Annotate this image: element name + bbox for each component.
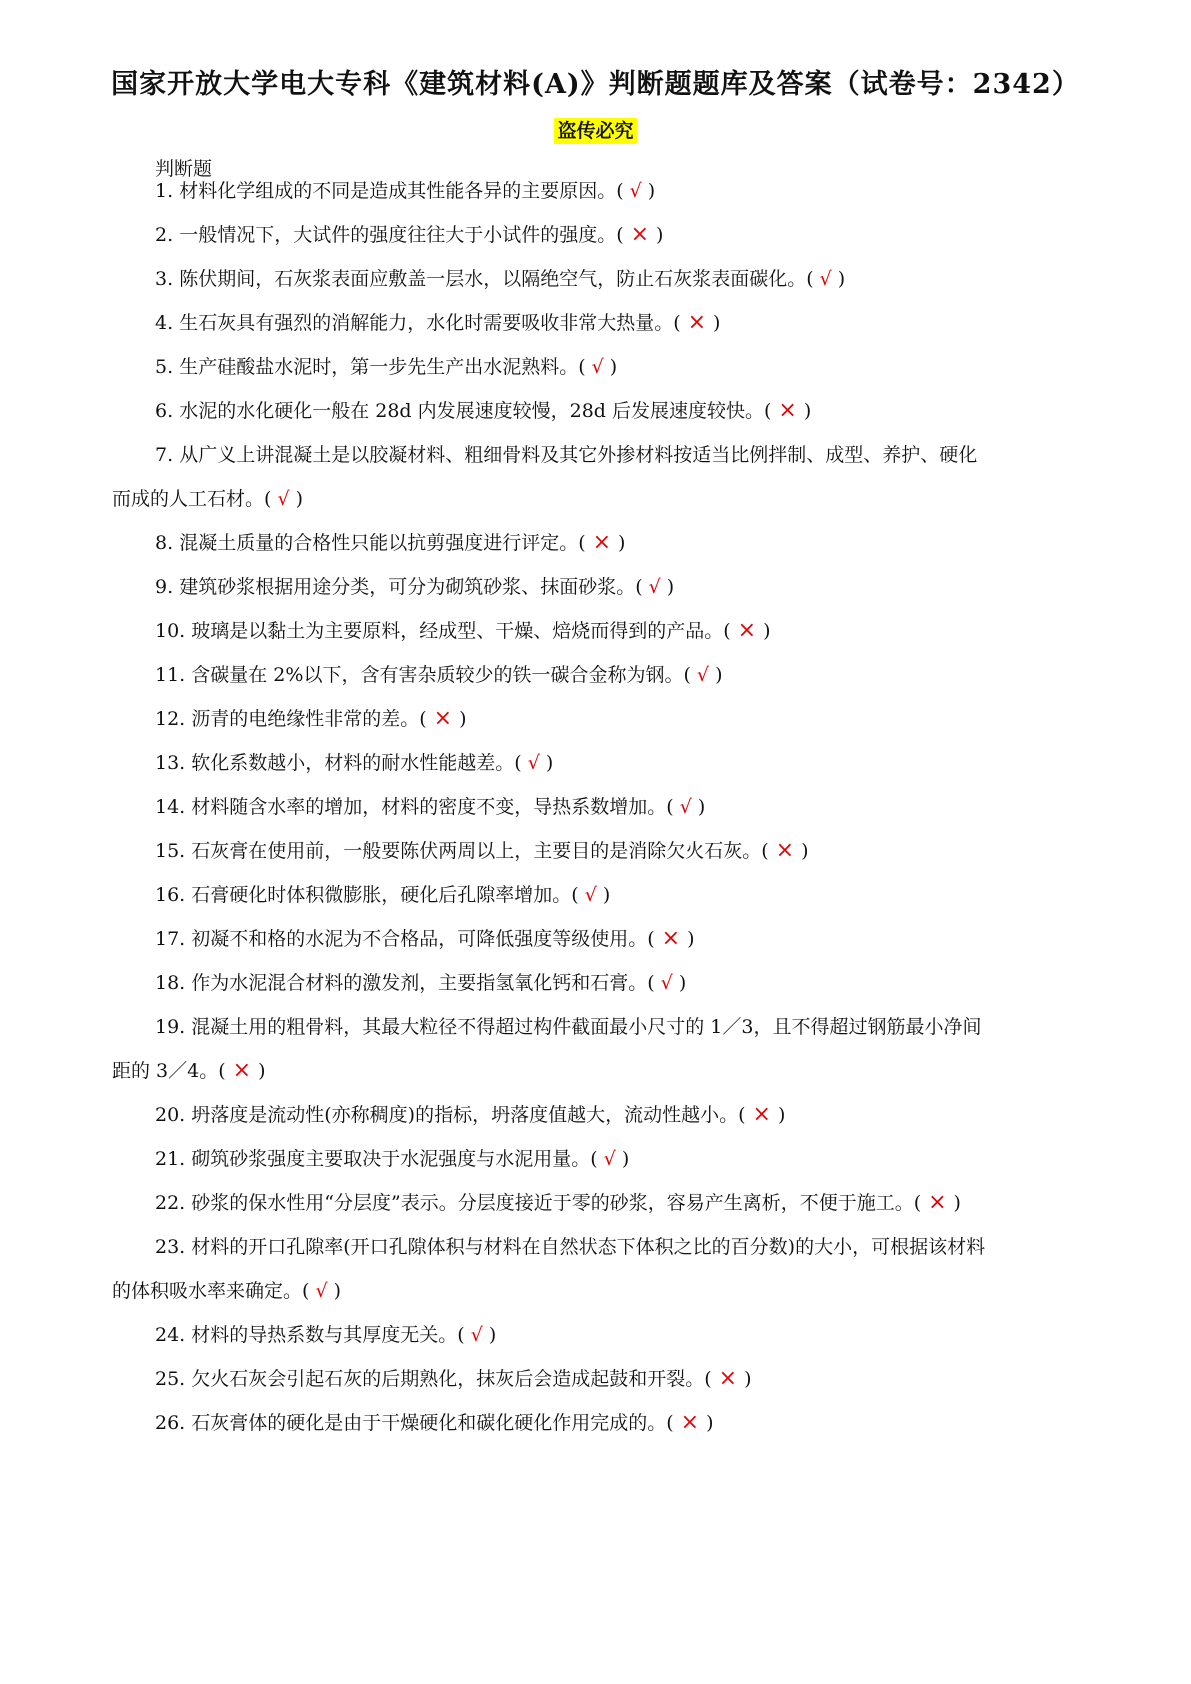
cross-mark: × bbox=[654, 926, 688, 951]
cross-mark: × bbox=[768, 838, 802, 863]
question-item bbox=[155, 750, 553, 776]
check-mark: √ bbox=[309, 1280, 334, 1302]
question-number: 21. bbox=[155, 1148, 186, 1170]
check-mark: √ bbox=[578, 884, 603, 906]
cross-mark: × bbox=[745, 1102, 778, 1127]
close-paren: ) bbox=[459, 708, 467, 730]
close-paren: ) bbox=[763, 620, 771, 642]
question-text-cont: 而成的人工石材。( bbox=[112, 488, 272, 510]
question-number: 10. bbox=[155, 620, 186, 642]
cross-mark: × bbox=[711, 1366, 745, 1391]
question-text: 陈伏期间，石灰浆表面应敷盖一层水，以隔绝空气，防止石灰浆表面碳化。( bbox=[179, 268, 814, 290]
question-text: 软化系数越小，材料的耐水性能越差。( bbox=[191, 752, 522, 774]
cross-mark: × bbox=[730, 618, 764, 643]
close-paren: ) bbox=[715, 664, 723, 686]
check-mark: √ bbox=[642, 576, 667, 598]
watermark-container bbox=[0, 118, 1191, 144]
check-mark: √ bbox=[813, 268, 838, 290]
question-item bbox=[155, 574, 674, 600]
close-paren: ) bbox=[333, 1280, 342, 1302]
question-number: 22. bbox=[155, 1192, 186, 1214]
cross-mark: × bbox=[225, 1058, 259, 1083]
cross-mark: × bbox=[673, 1410, 707, 1435]
question-item bbox=[155, 354, 617, 380]
close-paren: ) bbox=[609, 356, 618, 378]
close-paren: ) bbox=[801, 840, 809, 862]
close-paren: ) bbox=[706, 1412, 714, 1434]
question-text: 材料化学组成的不同是造成其性能各异的主要原因。( bbox=[179, 180, 624, 202]
question-text: 建筑砂浆根据用途分类，可分为砌筑砂浆、抹面砂浆。( bbox=[179, 576, 643, 598]
close-paren: ) bbox=[687, 928, 695, 950]
question-text: 混凝土质量的合格性只能以抗剪强度进行评定。( bbox=[179, 532, 586, 554]
question-text: 从广义上讲混凝土是以胶凝材料、粗细骨料及其它外掺材料按适当比例拌制、成型、养护、硬化 bbox=[179, 444, 978, 466]
cross-mark: × bbox=[623, 222, 657, 247]
question-item bbox=[155, 794, 705, 820]
question-text: 材料的开口孔隙率(开口孔隙体积与材料在自然状态下体积之比的百分数)的大小，可根据该材料 bbox=[191, 1236, 986, 1258]
question-number: 14. bbox=[155, 796, 186, 818]
cross-mark: × bbox=[771, 398, 804, 423]
question-item bbox=[155, 1190, 961, 1216]
close-paren: ) bbox=[666, 576, 675, 598]
question-item bbox=[155, 1366, 752, 1392]
question-number: 1. bbox=[155, 180, 174, 202]
question-number: 15. bbox=[155, 840, 186, 862]
question-number: 23. bbox=[155, 1236, 186, 1258]
close-paren: ) bbox=[545, 752, 554, 774]
question-item bbox=[155, 1014, 981, 1040]
question-number: 4. bbox=[155, 312, 174, 334]
close-paren: ) bbox=[953, 1192, 961, 1214]
question-text: 坍落度是流动性(亦称稠度)的指标，坍落度值越大，流动性越小。( bbox=[191, 1104, 746, 1126]
close-paren: ) bbox=[618, 532, 626, 554]
question-number: 7. bbox=[155, 444, 174, 466]
question-number: 26. bbox=[155, 1412, 186, 1434]
question-text: 作为水泥混合材料的激发剂，主要指氢氧化钙和石膏。( bbox=[191, 972, 655, 994]
question-item bbox=[155, 838, 809, 864]
close-paren: ) bbox=[678, 972, 687, 994]
cross-mark: × bbox=[585, 530, 619, 555]
close-paren: ) bbox=[258, 1060, 266, 1082]
watermark-label: 盗传必究 bbox=[554, 118, 636, 144]
close-paren: ) bbox=[656, 224, 664, 246]
question-text: 欠火石灰会引起石灰的后期熟化，抹灰后会造成起鼓和开裂。( bbox=[191, 1368, 712, 1390]
close-paren: ) bbox=[295, 488, 304, 510]
section-heading: 判断题 bbox=[155, 158, 213, 180]
question-number: 2. bbox=[155, 224, 174, 246]
question-text: 材料的导热系数与其厚度无关。( bbox=[191, 1324, 465, 1346]
question-number: 20. bbox=[155, 1104, 186, 1126]
check-mark: √ bbox=[673, 796, 698, 818]
check-mark: √ bbox=[597, 1148, 622, 1170]
check-mark: √ bbox=[521, 752, 546, 774]
close-paren: ) bbox=[697, 796, 706, 818]
question-text: 材料随含水率的增加，材料的密度不变，导热系数增加。( bbox=[191, 796, 674, 818]
question-item bbox=[155, 530, 625, 556]
close-paren: ) bbox=[744, 1368, 752, 1390]
question-number: 6. bbox=[155, 400, 174, 422]
cross-mark: × bbox=[680, 310, 714, 335]
question-text-cont: 距的 3／4。( bbox=[112, 1060, 226, 1082]
question-item bbox=[155, 662, 722, 688]
question-item bbox=[155, 1102, 785, 1128]
question-continuation bbox=[112, 1278, 341, 1304]
question-text: 生产硅酸盐水泥时，第一步先生产出水泥熟料。( bbox=[179, 356, 586, 378]
close-paren: ) bbox=[488, 1324, 497, 1346]
close-paren: ) bbox=[777, 1104, 786, 1126]
question-text: 砌筑砂浆强度主要取决于水泥强度与水泥用量。( bbox=[191, 1148, 598, 1170]
check-mark: √ bbox=[654, 972, 679, 994]
question-text: 石膏硬化时体积微膨胀，硬化后孔隙率增加。( bbox=[191, 884, 579, 906]
check-mark: √ bbox=[464, 1324, 489, 1346]
question-number: 8. bbox=[155, 532, 174, 554]
close-paren: ) bbox=[713, 312, 721, 334]
question-text: 水泥的水化硬化一般在 28d 内发展速度较慢，28d 后发展速度较快。( bbox=[179, 400, 772, 422]
question-item bbox=[155, 442, 977, 468]
question-text: 含碳量在 2%以下，含有害杂质较少的铁一碳合金称为钢。( bbox=[191, 664, 691, 686]
cross-mark: × bbox=[921, 1190, 954, 1215]
question-text: 初凝不和格的水泥为不合格品，可降低强度等级使用。( bbox=[191, 928, 655, 950]
check-mark: √ bbox=[271, 488, 296, 510]
question-text: 石灰膏体的硬化是由于干燥硬化和碳化硬化作用完成的。( bbox=[191, 1412, 674, 1434]
question-text: 玻璃是以黏土为主要原料，经成型、干燥、焙烧而得到的产品。( bbox=[191, 620, 731, 642]
question-number: 18. bbox=[155, 972, 186, 994]
question-text-cont: 的体积吸水率来确定。( bbox=[112, 1280, 310, 1302]
question-item bbox=[155, 310, 720, 336]
question-item bbox=[155, 1146, 629, 1172]
question-item bbox=[155, 398, 811, 424]
check-mark: √ bbox=[690, 664, 716, 686]
cross-mark: × bbox=[426, 706, 460, 731]
question-item bbox=[155, 222, 663, 248]
question-number: 13. bbox=[155, 752, 186, 774]
question-continuation bbox=[112, 486, 303, 512]
question-item bbox=[155, 178, 655, 204]
question-number: 17. bbox=[155, 928, 186, 950]
question-text: 生石灰具有强烈的消解能力，水化时需要吸收非常大热量。( bbox=[179, 312, 681, 334]
question-text: 砂浆的保水性用“分层度”表示。分层度接近于零的砂浆，容易产生离析，不便于施工。( bbox=[191, 1192, 922, 1214]
close-paren: ) bbox=[803, 400, 812, 422]
check-mark: √ bbox=[623, 180, 648, 202]
question-item bbox=[155, 266, 845, 292]
question-item bbox=[155, 1322, 496, 1348]
question-number: 16. bbox=[155, 884, 186, 906]
question-text: 混凝土用的粗骨料，其最大粒径不得超过构件截面最小尺寸的 1／3，且不得超过钢筋最小净间 bbox=[191, 1016, 982, 1038]
question-item bbox=[155, 882, 610, 908]
question-number: 5. bbox=[155, 356, 174, 378]
question-number: 9. bbox=[155, 576, 174, 598]
page-title: 国家开放大学电大专科《建筑材料(A)》判断题题库及答案（试卷号：2342） bbox=[111, 69, 1080, 100]
close-paren: ) bbox=[621, 1148, 630, 1170]
question-number: 25. bbox=[155, 1368, 186, 1390]
close-paren: ) bbox=[837, 268, 846, 290]
question-number: 12. bbox=[155, 708, 186, 730]
question-item bbox=[155, 926, 695, 952]
question-item bbox=[155, 970, 686, 996]
question-number: 11. bbox=[155, 664, 186, 686]
close-paren: ) bbox=[647, 180, 656, 202]
question-item bbox=[155, 1410, 714, 1436]
question-text: 石灰膏在使用前，一般要陈伏两周以上，主要目的是消除欠火石灰。( bbox=[191, 840, 769, 862]
close-paren: ) bbox=[602, 884, 611, 906]
question-continuation bbox=[112, 1058, 265, 1084]
question-item bbox=[155, 1234, 985, 1260]
question-text: 一般情况下，大试件的强度往往大于小试件的强度。( bbox=[179, 224, 624, 246]
question-item bbox=[155, 618, 771, 644]
question-number: 3. bbox=[155, 268, 174, 290]
question-item bbox=[155, 706, 467, 732]
check-mark: √ bbox=[585, 356, 610, 378]
question-text: 沥青的电绝缘性非常的差。( bbox=[191, 708, 427, 730]
question-number: 24. bbox=[155, 1324, 186, 1346]
question-number: 19. bbox=[155, 1016, 186, 1038]
